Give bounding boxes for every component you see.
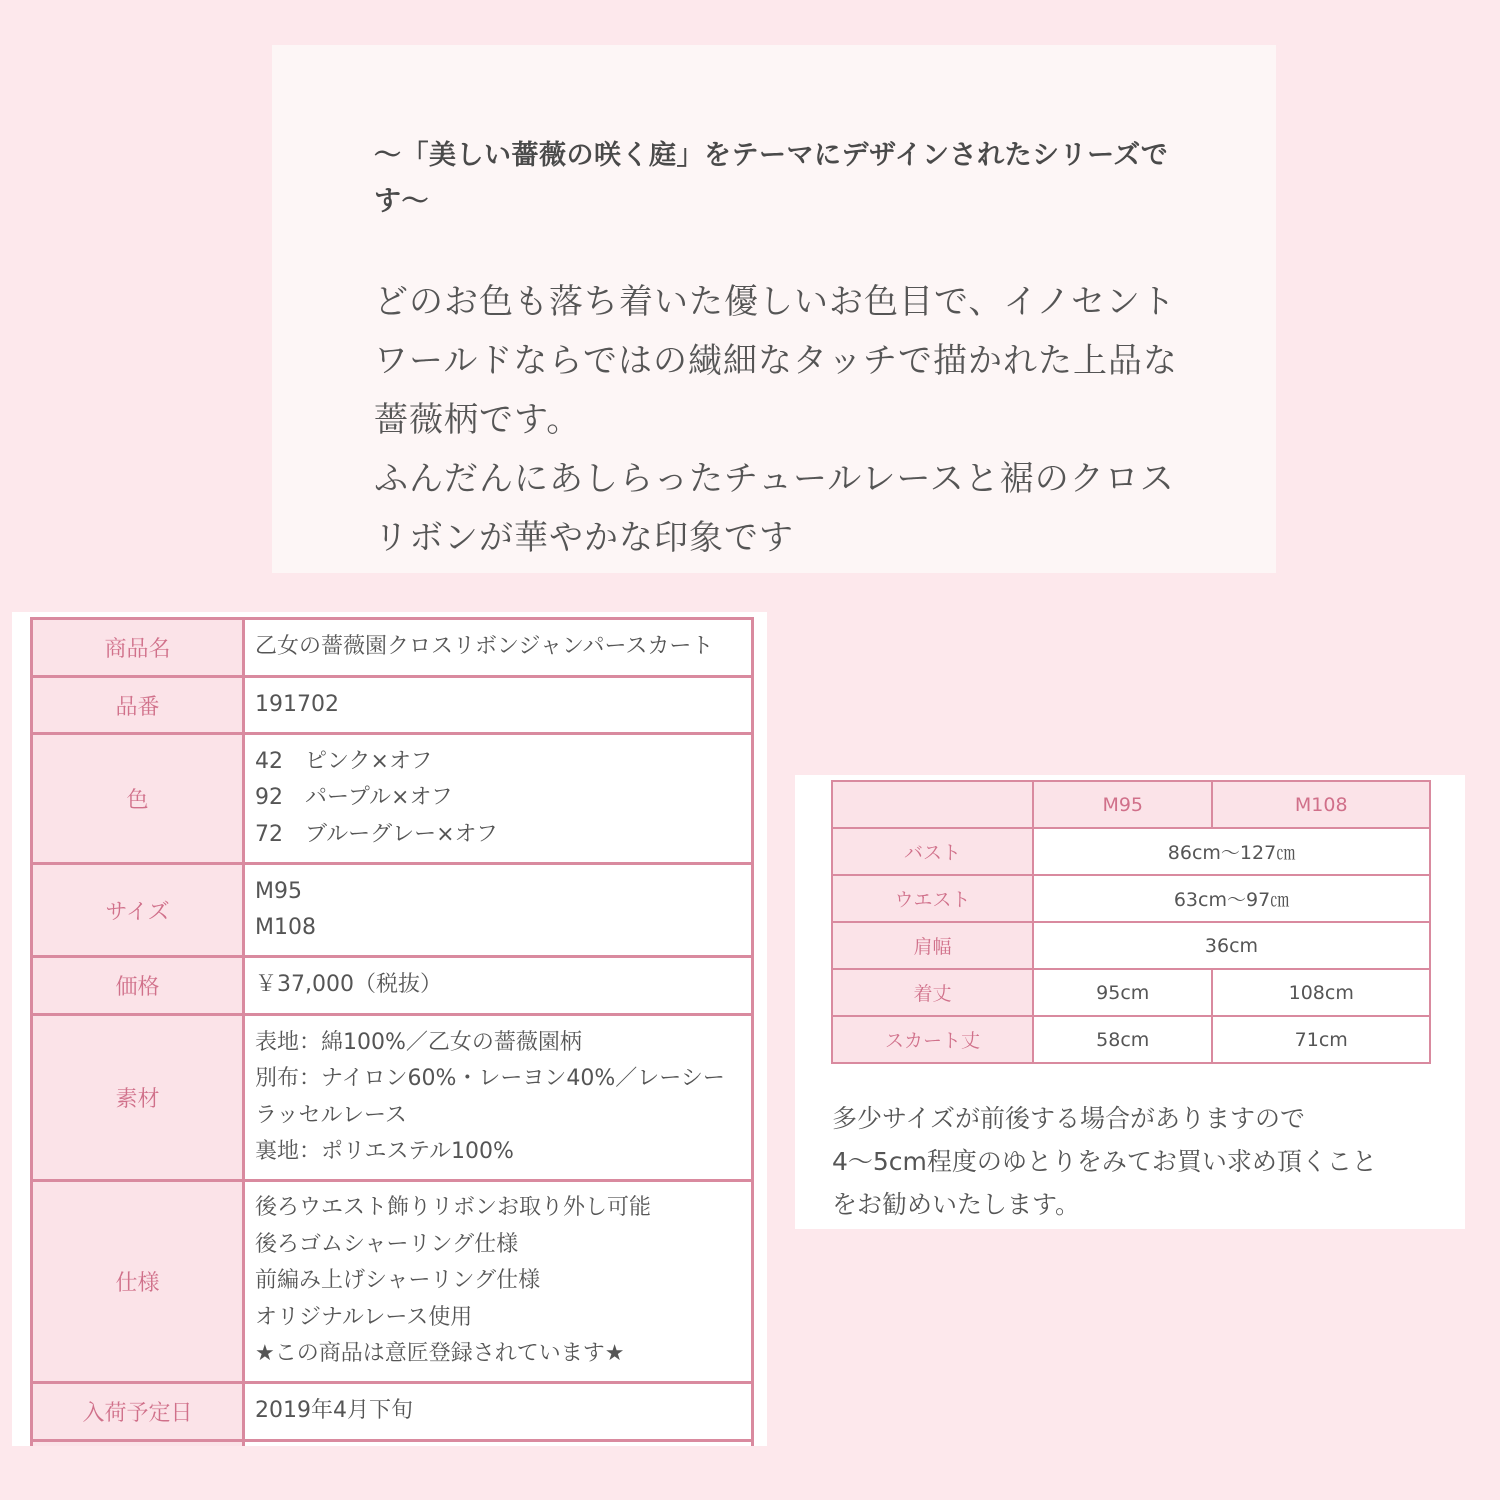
- spec-value: [244, 1441, 753, 1447]
- spec-row-arrival: [32, 1383, 753, 1441]
- size-value: 86cm〜127㎝: [1033, 828, 1430, 875]
- spec-line: 後ろウエスト飾りリボンお取り外し可能: [255, 1195, 652, 1221]
- intro-heading: 〜「美しい薔薇の咲く庭」をテーマにデザインされたシリーズです〜: [374, 140, 1169, 217]
- intro-paragraph: ふんだんにあしらったチュールレースと裾のクロスリボンが華やかな印象です: [374, 459, 1175, 558]
- spec-label: 入荷予定日: [32, 1383, 244, 1441]
- size-row-label: 肩幅: [832, 922, 1033, 969]
- size-column-header: M95: [1033, 781, 1212, 828]
- spec-line: 92 パープル×オフ: [255, 785, 453, 811]
- intro-body: [374, 273, 1204, 568]
- size-note-line: 多少サイズが前後する場合がありますので: [832, 1104, 1306, 1133]
- spec-value: [244, 1383, 753, 1441]
- spec-value: [244, 734, 753, 864]
- size-row-waist: [832, 875, 1430, 922]
- size-note: [832, 1097, 1452, 1226]
- intro-card: [272, 45, 1276, 573]
- size-value: 58cm: [1033, 1016, 1212, 1063]
- spec-label: 価格: [32, 957, 244, 1015]
- spec-label: 仕様: [32, 1181, 244, 1383]
- size-value: 63cm〜97㎝: [1033, 875, 1430, 922]
- spec-line: 表地：綿100%／乙女の薔薇園柄: [255, 1029, 582, 1055]
- spec-line: 191702: [255, 691, 339, 717]
- spec-line: M108: [255, 915, 316, 940]
- intro-paragraph: どのお色も落ち着いた優しいお色目で、イノセントワールドならではの繊細なタッチで描かれた上品な薔薇柄です。: [374, 282, 1178, 440]
- spec-value: [244, 1181, 753, 1383]
- spec-card: [12, 612, 767, 1446]
- spec-value: [244, 619, 753, 677]
- spec-line: 2019年4月下旬: [255, 1398, 413, 1424]
- size-value: 71cm: [1212, 1016, 1430, 1063]
- spec-line: ラッセルレース: [255, 1102, 407, 1128]
- size-row-label: スカート丈: [832, 1016, 1033, 1063]
- spec-label: サイズ: [32, 864, 244, 957]
- spec-line: M95: [255, 878, 302, 904]
- size-row-label: 着丈: [832, 969, 1033, 1016]
- spec-label: 商品名: [32, 619, 244, 677]
- size-column-header: M108: [1212, 781, 1430, 828]
- size-row-length: [832, 969, 1430, 1016]
- spec-line: ★この商品は意匠登録されています★: [255, 1341, 625, 1367]
- size-card: [795, 775, 1465, 1229]
- spec-row-material: [32, 1015, 753, 1181]
- size-note-line: をお勧めいたします。: [832, 1190, 1081, 1219]
- spec-row-size: [32, 864, 753, 957]
- spec-label: 素材: [32, 1015, 244, 1181]
- spec-row-number: [32, 677, 753, 734]
- size-row-label: ウエスト: [832, 875, 1033, 922]
- spec-line: 前編み上げシャーリング仕様: [255, 1268, 541, 1294]
- spec-value: [244, 677, 753, 734]
- size-row-label: バスト: [832, 828, 1033, 875]
- spec-value: [244, 957, 753, 1015]
- size-row-shoulder: [832, 922, 1430, 969]
- spec-table: [30, 617, 754, 1446]
- size-table: [831, 780, 1431, 1064]
- spec-line: 72 ブルーグレー×オフ: [255, 821, 498, 847]
- spec-value: [244, 864, 753, 957]
- spec-line: 裏地：ポリエステル100%: [255, 1139, 514, 1164]
- spec-line: ￥37,000（税抜）: [255, 972, 442, 998]
- size-row-bust: [832, 828, 1430, 875]
- size-value: 95cm: [1033, 969, 1212, 1016]
- size-corner-cell: [832, 781, 1033, 828]
- size-header-row: [832, 781, 1430, 828]
- spec-row-color: [32, 734, 753, 864]
- size-value: 108cm: [1212, 969, 1430, 1016]
- size-note-line: 4〜5cm程度のゆとりをみてお買い求め頂くこと: [832, 1147, 1377, 1176]
- spec-label: 品番: [32, 677, 244, 734]
- spec-label: 色: [32, 734, 244, 864]
- spec-value: [244, 1015, 753, 1181]
- size-value: 36cm: [1033, 922, 1430, 969]
- spec-line: 後ろゴムシャーリング仕様: [255, 1231, 519, 1257]
- spec-row-price: [32, 957, 753, 1015]
- size-row-skirt-length: [832, 1016, 1430, 1063]
- spec-row-cut: [32, 1441, 753, 1447]
- spec-label: [32, 1441, 244, 1447]
- spec-row-features: [32, 1181, 753, 1383]
- spec-line: 42 ピンク×オフ: [255, 748, 433, 774]
- spec-line: オリジナルレース使用: [255, 1304, 473, 1330]
- spec-row-name: [32, 619, 753, 677]
- spec-line: 乙女の薔薇園クロスリボンジャンパースカート: [255, 634, 714, 660]
- spec-line: 別布：ナイロン60%・レーヨン40%／レーシー: [255, 1066, 725, 1091]
